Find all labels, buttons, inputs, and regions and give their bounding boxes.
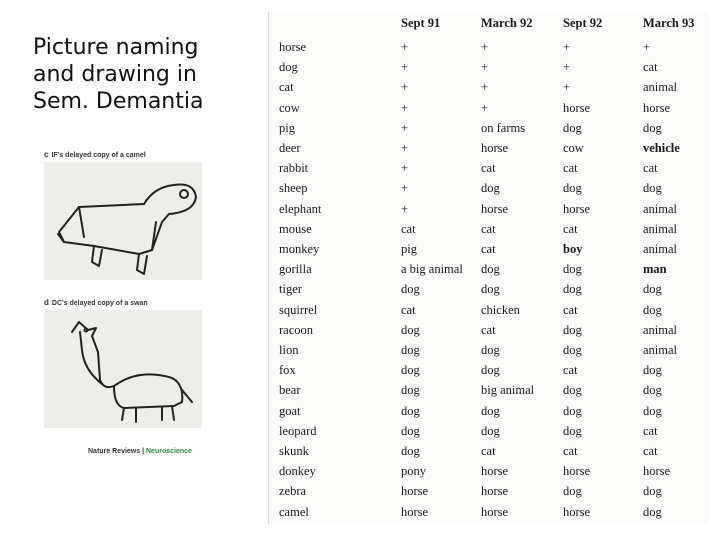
item-name: deer <box>279 141 301 155</box>
response-cell: + <box>401 80 409 95</box>
header-march-92: March 92 <box>481 16 533 30</box>
response-cell: dog <box>563 383 582 398</box>
response-cell: cat <box>481 242 496 256</box>
response-cell: horse <box>643 464 671 479</box>
response-cell: cat <box>481 161 496 176</box>
response-cell: cat <box>563 161 578 176</box>
response-cell: boy <box>563 242 583 256</box>
response-cell: animal <box>643 80 678 95</box>
response-cell: + <box>401 120 409 135</box>
slide-title <box>33 34 243 115</box>
item-name: gorilla <box>279 262 312 277</box>
response-cell: a big animal <box>401 262 463 277</box>
item-name: donkey <box>279 464 316 479</box>
swan-drawing <box>44 310 202 428</box>
item-name: dog <box>279 60 298 75</box>
response-cell: dog <box>643 403 662 418</box>
response-cell: dog <box>401 423 420 438</box>
response-cell: dog <box>643 383 662 398</box>
response-cell: cat <box>481 221 496 236</box>
figure-camel <box>44 150 202 280</box>
item-name: bear <box>279 383 301 398</box>
response-cell: animal <box>643 221 678 236</box>
response-cell: dog <box>481 423 500 438</box>
response-cell: dog <box>481 363 500 378</box>
figure-swan <box>44 298 202 428</box>
header-sept-91: Sept 91 <box>401 16 441 30</box>
response-cell: horse <box>481 484 509 499</box>
figure-credit <box>88 448 192 455</box>
response-cell: cat <box>481 444 496 458</box>
credit-journal: Nature Reviews | <box>88 448 145 455</box>
response-cell: + <box>401 60 409 75</box>
response-cell: dog <box>643 363 662 378</box>
response-cell: dog <box>481 262 500 277</box>
response-cell: horse <box>643 100 671 115</box>
response-cell: horse <box>401 484 429 499</box>
response-cell: dog <box>563 181 582 196</box>
title-line-1: Picture naming <box>33 35 199 60</box>
item-name: mouse <box>279 221 312 236</box>
response-cell: horse <box>481 504 509 519</box>
item-name: skunk <box>279 444 309 458</box>
response-cell: cow <box>563 141 584 155</box>
response-cell: big animal <box>481 383 535 398</box>
item-name: squirrel <box>279 302 318 317</box>
response-cell: dog <box>563 423 582 438</box>
response-cell: dog <box>481 343 500 357</box>
response-cell: horse <box>563 100 591 115</box>
figure-c-caption-text: IF's delayed copy of a camel <box>51 152 146 159</box>
response-cell: dog <box>563 120 582 135</box>
response-cell: animal <box>643 242 678 256</box>
figure-d-letter: d <box>44 298 49 307</box>
response-cell: dog <box>563 262 582 277</box>
response-cell: dog <box>563 343 582 357</box>
response-cell: animal <box>643 201 678 216</box>
response-cell: dog <box>481 282 500 297</box>
title-line-3: Sem. Demantia <box>33 89 204 114</box>
response-cell: man <box>643 262 667 277</box>
response-cell: dog <box>401 444 420 458</box>
response-cell: cat <box>643 444 658 458</box>
response-cell: dog <box>401 282 420 297</box>
response-cell: dog <box>481 403 500 418</box>
item-name: monkey <box>279 242 320 256</box>
item-name: lion <box>279 343 299 357</box>
figure-d-caption-text: DC's delayed copy of a swan <box>51 300 148 307</box>
response-cell: cat <box>481 322 496 337</box>
response-cell: cat <box>643 423 658 438</box>
swan-drawing-panel <box>44 310 202 428</box>
response-cell: dog <box>643 120 662 135</box>
item-name: tiger <box>279 282 302 297</box>
response-cell: horse <box>481 464 509 479</box>
table-header <box>269 16 709 36</box>
response-cell: + <box>643 40 651 54</box>
response-cell: vehicle <box>643 141 680 155</box>
header-sept-92: Sept 92 <box>563 16 603 30</box>
item-name: horse <box>279 40 307 54</box>
response-cell: cat <box>563 363 578 378</box>
item-name: sheep <box>279 181 308 196</box>
response-cell: + <box>481 60 489 75</box>
item-name: zebra <box>279 484 307 499</box>
response-cell: dog <box>401 322 420 337</box>
response-cell: cat <box>401 302 416 317</box>
response-cell: + <box>401 161 409 176</box>
figure-d-caption <box>44 298 202 307</box>
item-name: rabbit <box>279 161 309 176</box>
response-cell: horse <box>481 141 509 155</box>
item-name: elephant <box>279 201 322 216</box>
response-cell: horse <box>563 464 591 479</box>
response-cell: horse <box>563 504 591 519</box>
response-cell: dog <box>481 181 500 196</box>
response-cell: dog <box>643 504 662 519</box>
response-cell: dog <box>401 363 420 378</box>
figure-c-caption <box>44 150 202 159</box>
item-name: camel <box>279 504 309 519</box>
response-cell: horse <box>563 201 591 216</box>
credit-brand: Neuroscience <box>146 448 192 455</box>
response-cell: + <box>481 40 489 54</box>
camel-drawing-panel <box>44 162 202 280</box>
response-cell: horse <box>481 201 509 216</box>
response-cell: horse <box>401 504 429 519</box>
response-cell: cat <box>643 60 658 75</box>
response-cell: dog <box>643 484 662 499</box>
item-name: cow <box>279 100 300 115</box>
item-name: pig <box>279 120 295 135</box>
response-cell: dog <box>643 181 662 196</box>
response-cell: animal <box>643 322 678 337</box>
response-cell: + <box>563 40 571 54</box>
response-cell: + <box>401 40 409 54</box>
response-cell: dog <box>643 282 662 297</box>
response-cell: dog <box>643 302 662 317</box>
item-name: racoon <box>279 322 314 337</box>
response-cell: + <box>563 60 571 75</box>
picture-naming-table <box>268 12 709 524</box>
response-cell: cat <box>643 161 658 176</box>
response-cell: + <box>481 100 489 115</box>
response-cell: on farms <box>481 120 526 135</box>
response-cell: dog <box>401 403 420 418</box>
response-cell: dog <box>563 403 582 418</box>
response-cell: + <box>401 181 409 196</box>
item-name: cat <box>279 80 294 95</box>
item-name: goat <box>279 403 301 418</box>
response-cell: pony <box>401 464 426 479</box>
response-cell: dog <box>401 343 420 357</box>
response-cell: animal <box>643 343 678 357</box>
response-cell: cat <box>563 444 578 458</box>
response-cell: + <box>401 100 409 115</box>
item-name: fox <box>279 363 296 378</box>
response-cell: + <box>401 201 409 216</box>
figure-c-letter: c <box>44 150 49 159</box>
response-cell: dog <box>563 322 582 337</box>
item-name: leopard <box>279 423 317 438</box>
response-cell: chicken <box>481 302 520 317</box>
response-cell: dog <box>563 282 582 297</box>
title-line-2: and drawing in <box>33 62 197 87</box>
response-cell: cat <box>401 221 416 236</box>
camel-drawing <box>44 162 202 280</box>
response-cell: + <box>481 80 489 95</box>
response-cell: dog <box>563 484 582 499</box>
response-cell: cat <box>563 302 578 317</box>
response-cell: pig <box>401 242 417 256</box>
header-march-93: March 93 <box>643 16 695 30</box>
response-cell: + <box>401 141 409 155</box>
response-cell: + <box>563 80 571 95</box>
response-cell: cat <box>563 221 578 236</box>
response-cell: dog <box>401 383 420 398</box>
